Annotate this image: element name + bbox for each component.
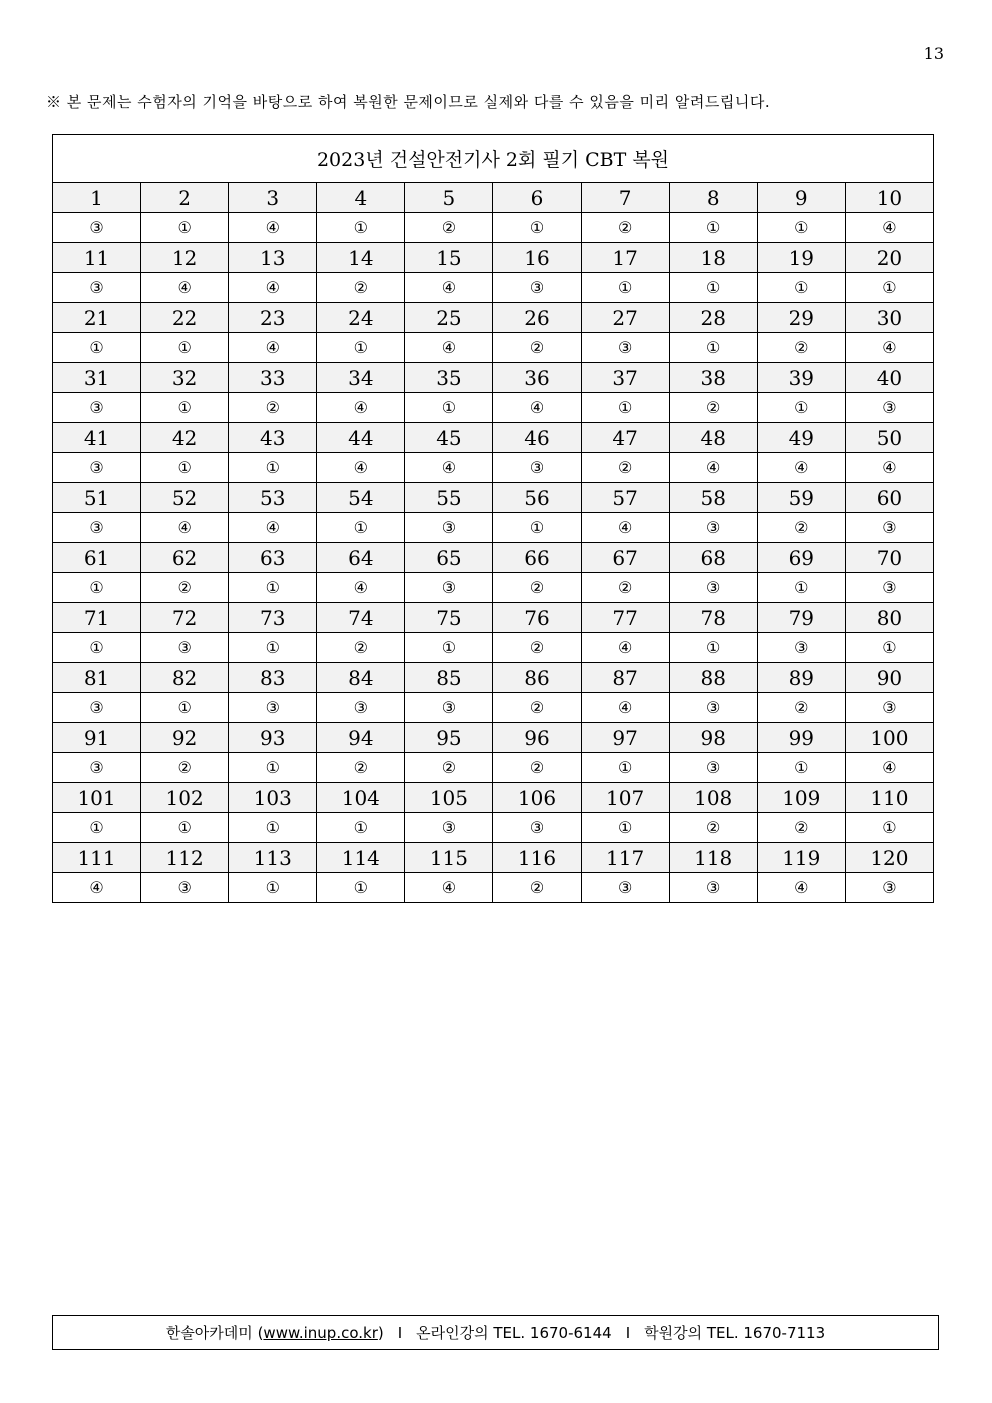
answer-cell: ② <box>317 633 405 663</box>
answer-cell: ① <box>317 873 405 903</box>
answer-row <box>53 393 934 423</box>
answer-cell: ① <box>757 213 845 243</box>
question-number-cell: 77 <box>581 603 669 633</box>
question-number-cell: 7 <box>581 183 669 213</box>
question-number-cell: 91 <box>53 723 141 753</box>
question-number-cell: 103 <box>229 783 317 813</box>
question-number-cell: 56 <box>493 483 581 513</box>
question-number-cell: 9 <box>757 183 845 213</box>
answer-cell: ③ <box>581 873 669 903</box>
question-number-cell: 53 <box>229 483 317 513</box>
question-number-cell: 72 <box>141 603 229 633</box>
answer-cell: ② <box>757 693 845 723</box>
answer-cell: ② <box>669 393 757 423</box>
question-number-cell: 110 <box>845 783 933 813</box>
answer-cell: ④ <box>229 273 317 303</box>
answer-cell: ④ <box>317 453 405 483</box>
question-number-cell: 68 <box>669 543 757 573</box>
question-number-cell: 63 <box>229 543 317 573</box>
answer-cell: ④ <box>317 573 405 603</box>
question-number-cell: 1 <box>53 183 141 213</box>
answer-row <box>53 333 934 363</box>
answer-cell: ③ <box>141 633 229 663</box>
question-number-row <box>53 843 934 873</box>
answer-cell: ① <box>141 333 229 363</box>
question-number-cell: 102 <box>141 783 229 813</box>
answer-cell: ③ <box>405 573 493 603</box>
answer-row <box>53 813 934 843</box>
footer-box <box>52 1315 939 1350</box>
question-number-cell: 98 <box>669 723 757 753</box>
question-number-cell: 119 <box>757 843 845 873</box>
answer-cell: ① <box>141 813 229 843</box>
question-number-cell: 47 <box>581 423 669 453</box>
answer-cell: ③ <box>141 873 229 903</box>
question-number-cell: 18 <box>669 243 757 273</box>
answer-cell: ② <box>581 213 669 243</box>
footer-link-close: ) <box>377 1323 384 1342</box>
answer-row <box>53 273 934 303</box>
question-number-row <box>53 183 934 213</box>
answer-cell: ① <box>581 753 669 783</box>
question-number-cell: 64 <box>317 543 405 573</box>
question-number-cell: 66 <box>493 543 581 573</box>
footer-separator: I <box>625 1323 631 1342</box>
answer-cell: ③ <box>53 693 141 723</box>
question-number-cell: 83 <box>229 663 317 693</box>
question-number-cell: 41 <box>53 423 141 453</box>
question-number-cell: 23 <box>229 303 317 333</box>
answer-cell: ④ <box>405 873 493 903</box>
answer-cell: ① <box>581 813 669 843</box>
question-number-cell: 75 <box>405 603 493 633</box>
answer-cell: ① <box>141 393 229 423</box>
question-number-cell: 117 <box>581 843 669 873</box>
question-number-cell: 20 <box>845 243 933 273</box>
answer-cell: ③ <box>405 513 493 543</box>
answer-cell: ③ <box>669 513 757 543</box>
answer-cell: ① <box>581 393 669 423</box>
answer-cell: ① <box>669 333 757 363</box>
question-number-cell: 93 <box>229 723 317 753</box>
question-number-cell: 70 <box>845 543 933 573</box>
question-number-cell: 67 <box>581 543 669 573</box>
question-number-cell: 106 <box>493 783 581 813</box>
answer-cell: ③ <box>405 813 493 843</box>
answer-cell: ① <box>405 393 493 423</box>
answer-cell: ④ <box>229 513 317 543</box>
question-number-row <box>53 303 934 333</box>
question-number-cell: 32 <box>141 363 229 393</box>
question-number-cell: 15 <box>405 243 493 273</box>
answer-cell: ① <box>581 273 669 303</box>
answer-cell: ④ <box>757 453 845 483</box>
answer-cell: ③ <box>757 633 845 663</box>
question-number-cell: 80 <box>845 603 933 633</box>
answer-cell: ③ <box>317 693 405 723</box>
question-number-cell: 73 <box>229 603 317 633</box>
answer-cell: ④ <box>845 453 933 483</box>
question-number-cell: 46 <box>493 423 581 453</box>
answer-cell: ③ <box>845 693 933 723</box>
question-number-row <box>53 723 934 753</box>
answer-cell: ③ <box>53 213 141 243</box>
question-number-cell: 31 <box>53 363 141 393</box>
answer-cell: ① <box>141 453 229 483</box>
question-number-cell: 108 <box>669 783 757 813</box>
answer-cell: ② <box>493 753 581 783</box>
question-number-cell: 11 <box>53 243 141 273</box>
question-number-cell: 115 <box>405 843 493 873</box>
answer-cell: ② <box>757 813 845 843</box>
answer-cell: ① <box>53 633 141 663</box>
question-number-cell: 13 <box>229 243 317 273</box>
question-number-cell: 44 <box>317 423 405 453</box>
answer-cell: ③ <box>581 333 669 363</box>
question-number-cell: 34 <box>317 363 405 393</box>
question-number-cell: 109 <box>757 783 845 813</box>
question-number-row <box>53 603 934 633</box>
question-number-cell: 88 <box>669 663 757 693</box>
answer-cell: ① <box>53 813 141 843</box>
answer-cell: ④ <box>669 453 757 483</box>
question-number-row <box>53 783 934 813</box>
answer-cell: ② <box>141 753 229 783</box>
answer-cell: ① <box>53 573 141 603</box>
answer-row <box>53 453 934 483</box>
question-number-cell: 92 <box>141 723 229 753</box>
question-number-cell: 28 <box>669 303 757 333</box>
answer-cell: ② <box>757 333 845 363</box>
answer-cell: ④ <box>229 333 317 363</box>
answer-cell: ③ <box>53 753 141 783</box>
answer-cell: ① <box>229 573 317 603</box>
answer-cell: ④ <box>141 273 229 303</box>
footer-separator: I <box>397 1323 403 1342</box>
question-number-cell: 113 <box>229 843 317 873</box>
answer-cell: ④ <box>757 873 845 903</box>
answer-cell: ③ <box>229 693 317 723</box>
answer-cell: ① <box>757 753 845 783</box>
answer-cell: ④ <box>581 693 669 723</box>
question-number-cell: 33 <box>229 363 317 393</box>
question-number-cell: 105 <box>405 783 493 813</box>
question-number-cell: 107 <box>581 783 669 813</box>
answer-cell: ③ <box>53 453 141 483</box>
answer-table <box>52 134 934 903</box>
answer-cell: ③ <box>669 573 757 603</box>
question-number-cell: 6 <box>493 183 581 213</box>
answer-cell: ② <box>493 873 581 903</box>
answer-cell: ② <box>493 333 581 363</box>
question-number-cell: 42 <box>141 423 229 453</box>
answer-cell: ④ <box>493 393 581 423</box>
answer-cell: ① <box>493 213 581 243</box>
question-number-cell: 85 <box>405 663 493 693</box>
answer-row <box>53 513 934 543</box>
page-number: 13 <box>923 44 944 63</box>
answer-cell: ③ <box>669 753 757 783</box>
question-number-cell: 29 <box>757 303 845 333</box>
question-number-cell: 57 <box>581 483 669 513</box>
answer-cell: ① <box>757 573 845 603</box>
question-number-cell: 78 <box>669 603 757 633</box>
question-number-cell: 62 <box>141 543 229 573</box>
question-number-cell: 16 <box>493 243 581 273</box>
question-number-cell: 89 <box>757 663 845 693</box>
question-number-cell: 51 <box>53 483 141 513</box>
question-number-cell: 55 <box>405 483 493 513</box>
footer-academy: 한솔아카데미 <box>165 1324 253 1342</box>
question-number-cell: 100 <box>845 723 933 753</box>
question-number-cell: 8 <box>669 183 757 213</box>
question-number-cell: 86 <box>493 663 581 693</box>
question-number-cell: 17 <box>581 243 669 273</box>
answer-cell: ① <box>141 213 229 243</box>
question-number-cell: 104 <box>317 783 405 813</box>
question-number-cell: 39 <box>757 363 845 393</box>
answer-cell: ② <box>669 813 757 843</box>
question-number-cell: 101 <box>53 783 141 813</box>
answer-cell: ③ <box>669 873 757 903</box>
question-number-cell: 35 <box>405 363 493 393</box>
answer-cell: ③ <box>845 573 933 603</box>
answer-cell: ④ <box>317 393 405 423</box>
question-number-cell: 96 <box>493 723 581 753</box>
question-number-cell: 12 <box>141 243 229 273</box>
question-number-row <box>53 363 934 393</box>
question-number-cell: 65 <box>405 543 493 573</box>
footer-offline-phone: 학원강의 TEL. 1670-7113 <box>644 1324 826 1342</box>
question-number-cell: 36 <box>493 363 581 393</box>
answer-cell: ④ <box>845 213 933 243</box>
footer-online-phone: 온라인강의 TEL. 1670-6144 <box>416 1324 612 1342</box>
question-number-cell: 2 <box>141 183 229 213</box>
answer-cell: ① <box>669 633 757 663</box>
answer-cell: ② <box>317 753 405 783</box>
footer-website-link[interactable]: www.inup.co.kr <box>263 1323 378 1342</box>
question-number-cell: 48 <box>669 423 757 453</box>
answer-cell: ④ <box>581 513 669 543</box>
answer-cell: ① <box>845 633 933 663</box>
answer-cell: ② <box>757 513 845 543</box>
answer-cell: ② <box>317 273 405 303</box>
question-number-cell: 59 <box>757 483 845 513</box>
answer-cell: ③ <box>845 393 933 423</box>
answer-cell: ① <box>229 633 317 663</box>
footer-link-open: ( <box>257 1323 264 1342</box>
question-number-row <box>53 483 934 513</box>
question-number-cell: 112 <box>141 843 229 873</box>
answer-cell: ① <box>405 633 493 663</box>
answer-cell: ② <box>405 753 493 783</box>
answer-cell: ① <box>669 213 757 243</box>
answer-cell: ② <box>141 573 229 603</box>
question-number-cell: 21 <box>53 303 141 333</box>
question-number-cell: 69 <box>757 543 845 573</box>
question-number-cell: 95 <box>405 723 493 753</box>
question-number-cell: 94 <box>317 723 405 753</box>
answer-cell: ② <box>229 393 317 423</box>
question-number-cell: 43 <box>229 423 317 453</box>
question-number-cell: 26 <box>493 303 581 333</box>
notice-text: ※ 본 문제는 수험자의 기억을 바탕으로 하여 복원한 문제이므로 실제와 다를 수 있음을 미리 알려드립니다. <box>46 93 771 111</box>
answer-cell: ④ <box>53 873 141 903</box>
question-number-cell: 114 <box>317 843 405 873</box>
answer-cell: ① <box>317 213 405 243</box>
answer-cell: ① <box>669 273 757 303</box>
question-number-cell: 22 <box>141 303 229 333</box>
answer-cell: ③ <box>53 393 141 423</box>
question-number-cell: 74 <box>317 603 405 633</box>
answer-cell: ① <box>229 813 317 843</box>
answer-cell: ① <box>229 453 317 483</box>
question-number-cell: 111 <box>53 843 141 873</box>
question-number-cell: 81 <box>53 663 141 693</box>
answer-cell: ① <box>845 813 933 843</box>
question-number-row <box>53 663 934 693</box>
question-number-cell: 120 <box>845 843 933 873</box>
answer-cell: ① <box>229 753 317 783</box>
answer-row <box>53 873 934 903</box>
question-number-cell: 76 <box>493 603 581 633</box>
answer-cell: ④ <box>405 453 493 483</box>
question-number-cell: 58 <box>669 483 757 513</box>
answer-cell: ① <box>493 513 581 543</box>
answer-cell: ① <box>845 273 933 303</box>
question-number-cell: 71 <box>53 603 141 633</box>
answer-cell: ① <box>317 513 405 543</box>
answer-cell: ③ <box>669 693 757 723</box>
answer-cell: ② <box>581 573 669 603</box>
question-number-cell: 30 <box>845 303 933 333</box>
question-number-row <box>53 243 934 273</box>
answer-row <box>53 753 934 783</box>
question-number-cell: 61 <box>53 543 141 573</box>
question-number-cell: 97 <box>581 723 669 753</box>
answer-cell: ① <box>317 333 405 363</box>
answer-cell: ④ <box>845 753 933 783</box>
answer-row <box>53 633 934 663</box>
answer-cell: ② <box>493 573 581 603</box>
answer-cell: ① <box>757 393 845 423</box>
question-number-cell: 118 <box>669 843 757 873</box>
question-number-cell: 87 <box>581 663 669 693</box>
answer-cell: ④ <box>405 273 493 303</box>
question-number-cell: 54 <box>317 483 405 513</box>
question-number-cell: 79 <box>757 603 845 633</box>
question-number-cell: 37 <box>581 363 669 393</box>
answer-cell: ④ <box>581 633 669 663</box>
table-title: 2023년 건설안전기사 2회 필기 CBT 복원 <box>53 135 934 183</box>
answer-cell: ② <box>493 633 581 663</box>
question-number-cell: 82 <box>141 663 229 693</box>
answer-cell: ③ <box>493 453 581 483</box>
question-number-cell: 116 <box>493 843 581 873</box>
answer-cell: ③ <box>493 813 581 843</box>
answer-row <box>53 213 934 243</box>
answer-cell: ③ <box>53 273 141 303</box>
question-number-row <box>53 423 934 453</box>
answer-cell: ① <box>757 273 845 303</box>
question-number-cell: 90 <box>845 663 933 693</box>
question-number-cell: 25 <box>405 303 493 333</box>
answer-cell: ① <box>53 333 141 363</box>
question-number-cell: 50 <box>845 423 933 453</box>
question-number-cell: 24 <box>317 303 405 333</box>
answer-cell: ③ <box>493 273 581 303</box>
answer-cell: ④ <box>845 333 933 363</box>
question-number-cell: 49 <box>757 423 845 453</box>
answer-cell: ④ <box>229 213 317 243</box>
answer-row <box>53 693 934 723</box>
question-number-cell: 14 <box>317 243 405 273</box>
question-number-cell: 27 <box>581 303 669 333</box>
question-number-cell: 38 <box>669 363 757 393</box>
question-number-cell: 10 <box>845 183 933 213</box>
answer-row <box>53 573 934 603</box>
answer-cell: ④ <box>141 513 229 543</box>
answer-cell: ② <box>581 453 669 483</box>
question-number-cell: 45 <box>405 423 493 453</box>
answer-cell: ② <box>405 213 493 243</box>
question-number-cell: 5 <box>405 183 493 213</box>
answer-cell: ① <box>141 693 229 723</box>
question-number-cell: 4 <box>317 183 405 213</box>
question-number-cell: 84 <box>317 663 405 693</box>
answer-cell: ③ <box>53 513 141 543</box>
answer-cell: ① <box>229 873 317 903</box>
answer-cell: ③ <box>845 513 933 543</box>
answer-cell: ② <box>493 693 581 723</box>
question-number-cell: 52 <box>141 483 229 513</box>
question-number-cell: 19 <box>757 243 845 273</box>
question-number-cell: 3 <box>229 183 317 213</box>
question-number-cell: 99 <box>757 723 845 753</box>
question-number-cell: 60 <box>845 483 933 513</box>
answer-cell: ④ <box>405 333 493 363</box>
question-number-cell: 40 <box>845 363 933 393</box>
answer-cell: ① <box>317 813 405 843</box>
question-number-row <box>53 543 934 573</box>
answer-cell: ③ <box>405 693 493 723</box>
answer-cell: ③ <box>845 873 933 903</box>
